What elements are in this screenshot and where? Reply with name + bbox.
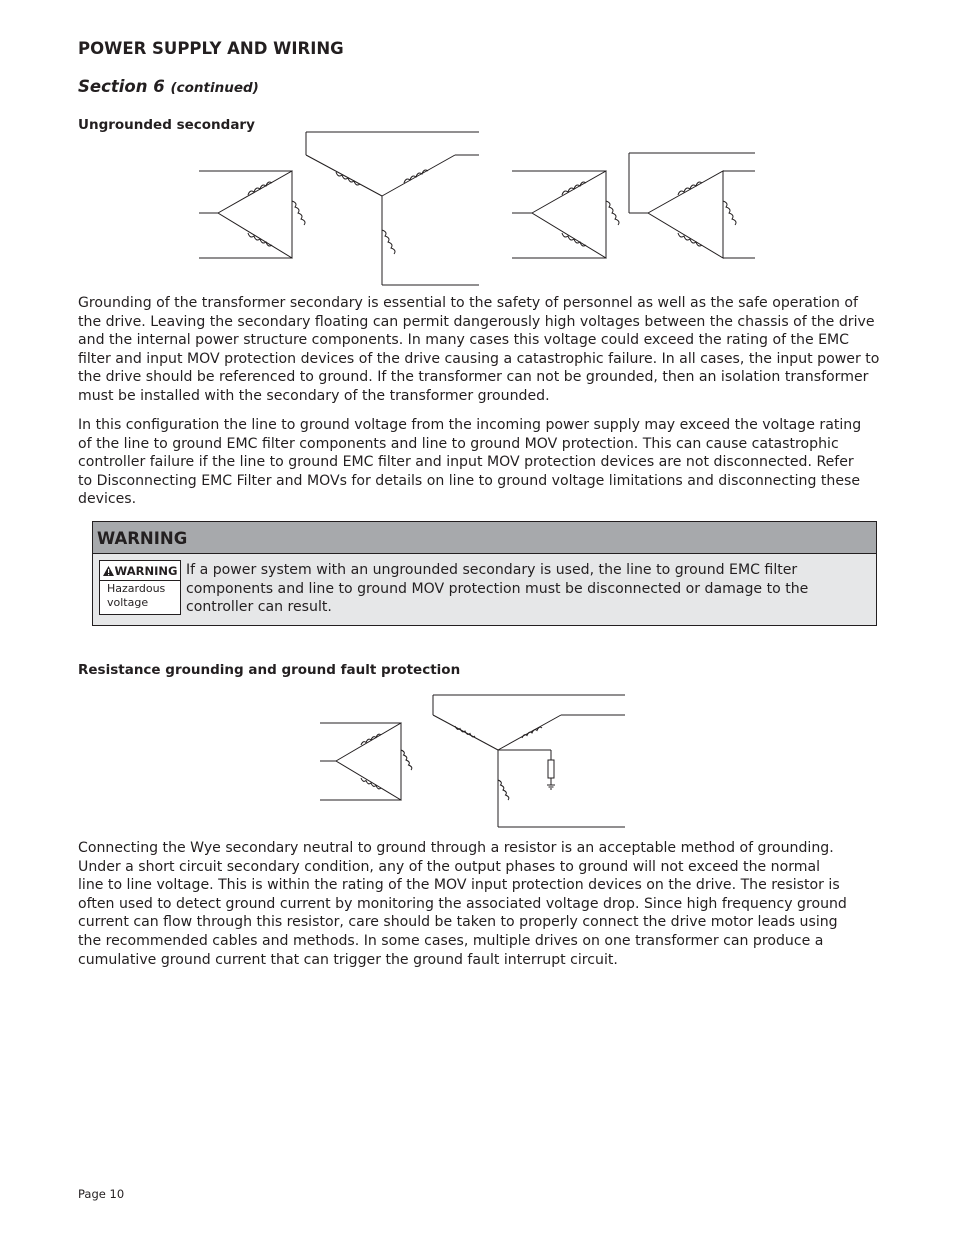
warning-triangle-icon: [103, 566, 114, 576]
warning-text: If a power system with an ungrounded secondary is used, the line to ground EMC filter components and line to ground MOV protection must be disconnected or damage to the controller can result.: [186, 562, 809, 616]
section-continued-label: (continued): [170, 80, 259, 96]
wye-transformer: [306, 132, 479, 285]
page-number: Page 10: [78, 1187, 125, 1201]
section-heading: [78, 77, 259, 96]
warning-title: WARNING: [97, 529, 188, 548]
ungrounded-paragraph-1: Grounding of the transformer secondary is essential to the safety of personnel as well as the safe operation of the drive. Leaving the secondary floating can permit dangerously high voltages between the chassis of the drive and the internal power structure components. In many cases this voltage could exceed the rating of the EMC filter and input MOV protection devices of the drive causing a catastrophic failure. In all cases, the input power to the drive should be referenced to ground. If the transformer can not be grounded, then an isolation transformer must be installed with the secondary of the transformer grounded.: [78, 295, 880, 404]
delta-transformer-3: [629, 153, 755, 258]
ungrounded-paragraph-2: In this configuration the line to ground voltage from the incoming power supply may exceed the voltage rating of the line to ground EMC filter components and line to ground MOV protection. This can cause catastrophic controller failure if the line to ground EMC filter and input MOV protection devices are not disconnected. Refer to Disconnecting EMC Filter and MOVs for details on line to ground voltage limitations and disconnecting these devices.: [78, 417, 862, 508]
wye-transformer-grounded: [433, 695, 625, 827]
section-label: Section 6: [78, 77, 165, 96]
hazardous-voltage-label: [99, 560, 181, 615]
ungrounded-secondary-heading: Ungrounded secondary: [78, 117, 255, 133]
ungrounded-secondary-diagram: [190, 125, 770, 295]
hazard-label-text: Hazardous voltage: [107, 582, 166, 609]
resistance-grounding-paragraph: Connecting the Wye secondary neutral to ground through a resistor is an acceptable method of grounding. Under a short circuit secondary condition, any of the output phases to ground will not exceed the normal line to line voltage. This is within the rating of the MOV input protection devices on the drive. The resistor is often used to detect ground current by monitoring the associated voltage drop. Since high frequency ground current can flow through this resistor, care should be taken to properly connect the drive motor leads using the recommended cables and methods. In some cases, multiple drives on one transformer can produce a cumulative ground current that can trigger the ground fault interrupt circuit.: [78, 840, 847, 968]
hazard-label-header: [100, 561, 180, 581]
delta-transformer-1: [199, 171, 305, 258]
page-title: POWER SUPPLY AND WIRING: [78, 39, 344, 58]
delta-transformer-4: [320, 723, 412, 800]
hazard-label-title: WARNING: [114, 563, 178, 578]
warning-box: [92, 521, 877, 626]
resistance-grounding-heading: Resistance grounding and ground fault protection: [78, 662, 461, 678]
resistance-grounding-diagram: [315, 690, 635, 835]
ground-resistor: [498, 750, 554, 785]
warning-header: [93, 522, 876, 554]
delta-transformer-2: [512, 171, 619, 258]
ground-symbol-icon: [547, 785, 555, 789]
